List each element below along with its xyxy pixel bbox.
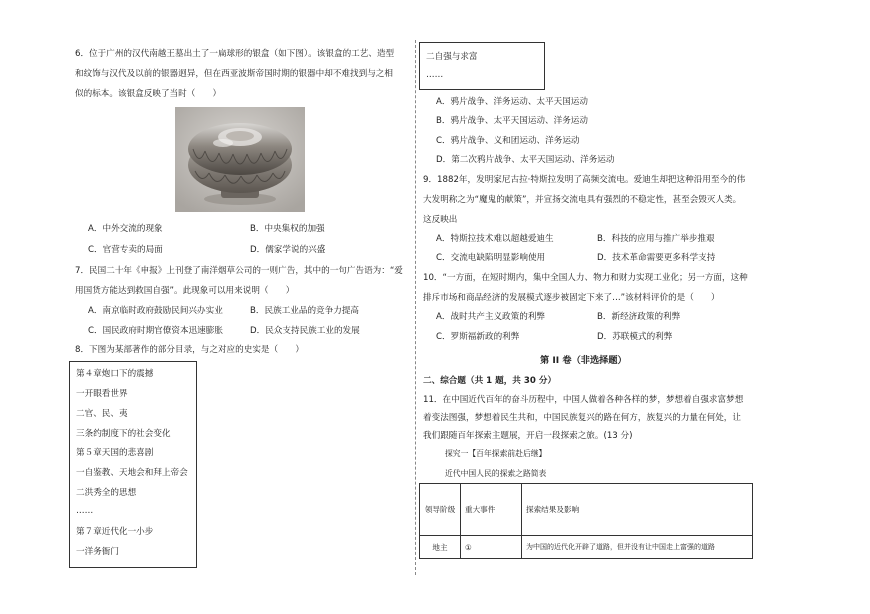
column-divider bbox=[415, 40, 416, 575]
q10-option-d: D．苏联模式的利弊 bbox=[597, 332, 673, 342]
q9-line-1: 9．1882年，发明家尼古拉·特斯拉发明了高频交流电。爱迪生却把这种沿用至今的伟 bbox=[423, 175, 746, 185]
q7-option-c: C．国民政府时期官僚资本迅速膨胀 bbox=[88, 326, 223, 336]
q6-option-d: D．儒家学说的兴盛 bbox=[250, 245, 326, 255]
table-header-row bbox=[420, 484, 753, 536]
q6-option-b: B．中央集权的加强 bbox=[250, 224, 325, 234]
q9-line-3: 这反映出 bbox=[423, 215, 458, 225]
toc-item: 三条约制度下的社会变化 bbox=[76, 429, 171, 439]
q11-line-3: 我们跟随百年探索主题展，开启一段探索之旅。(13 分) bbox=[423, 431, 633, 441]
q8-line-1: 8．下图为某部著作的部分目录，与之对应的史实是（ ） bbox=[75, 345, 304, 355]
q7-line-2: 用国货方能达到救国自强”。此现象可以用来说明（ ） bbox=[75, 286, 295, 296]
header-result: 探索结果及影响 bbox=[522, 484, 753, 536]
toc-item: 一开眼看世界 bbox=[76, 389, 128, 399]
q6-line-3: 似的标本。该银盒反映了当时（ ） bbox=[75, 89, 222, 99]
toc-item: 一自鉴教、天地会和拜上帝会 bbox=[76, 468, 188, 478]
toc-item: 一洋务衙门 bbox=[76, 547, 119, 557]
silver-box-illustration bbox=[175, 107, 305, 212]
section-2-title: 二、综合题（共 1 题，共 30 分） bbox=[423, 376, 557, 386]
q9-option-d: D．技术革命需要更多科学支持 bbox=[597, 253, 716, 263]
q9-option-c: C．交流电缺陷明显影响使用 bbox=[436, 253, 546, 263]
q10-option-a: A．战时共产主义政策的利弊 bbox=[436, 312, 546, 322]
toc-item: 第４章炮口下的震撼 bbox=[76, 369, 154, 379]
q9-line-2: 大发明称之为“魔鬼的献策”，并宣扬交流电具有强烈的不稳定性，甚至会毁灭人类。 bbox=[423, 195, 742, 205]
part-2-title: 第 II 卷（非选择题） bbox=[540, 355, 627, 366]
q8-table-of-contents bbox=[69, 361, 197, 568]
q6-line-2: 和纹饰与汉代及以前的银器迥异，但在西亚波斯帝国时期的银器中却不难找到与之相 bbox=[75, 69, 393, 79]
q10-line-2: 排斥市场和商品经济的发展模式逐步被固定下来了…”该材料评价的是（ ） bbox=[423, 293, 720, 303]
table-row bbox=[420, 536, 753, 559]
q8-option-d: D．第二次鸦片战争、太平天国运动、洋务运动 bbox=[436, 155, 615, 165]
q11-line-2: 着变法图强，梦想着民生共和，中国民族复兴的路在何方，族复兴的力量在何处，让 bbox=[423, 413, 741, 423]
q6-line-1: 6．位于广州的汉代南越王墓出土了一扁球形的银盒（如下图）。该银盒的工艺、造型 bbox=[75, 49, 395, 59]
table-caption: 近代中国人民的探索之路简表 bbox=[445, 469, 547, 478]
q8-option-b: B．鸦片战争、太平天国运动、洋务运动 bbox=[436, 116, 588, 126]
q6-option-c: C．官营专卖的局面 bbox=[88, 245, 163, 255]
q8-toc-continued bbox=[419, 42, 545, 90]
q10-option-b: B．新经济政策的利弊 bbox=[597, 312, 681, 322]
cell-event: ① bbox=[461, 536, 522, 559]
q6-option-a: A．中外交流的现象 bbox=[88, 224, 163, 234]
exploration-table bbox=[419, 483, 753, 559]
q7-line-1: 7．民国二十年《申报》上刊登了南洋烟草公司的一则广告，其中的一句广告语为：“爱 bbox=[75, 266, 403, 276]
explore-one-title: 探究一【百年探索前赴后继】 bbox=[445, 449, 547, 458]
header-major-event: 重大事件 bbox=[461, 484, 522, 536]
q7-option-d: D．民众支持民族工业的发展 bbox=[250, 326, 360, 336]
cell-result: 为中国的近代化开辟了道路，但并没有让中国走上富强的道路 bbox=[522, 536, 753, 559]
q9-option-a: A．特斯拉技术难以超越爱迪生 bbox=[436, 234, 554, 244]
toc-item: 二自强与求富 bbox=[426, 52, 478, 62]
q9-option-b: B．科技的应用与推广举步推艰 bbox=[597, 234, 715, 244]
header-leading-class: 领导阶级 bbox=[420, 484, 461, 536]
q7-option-a: A．南京临时政府鼓励民间兴办实业 bbox=[88, 306, 223, 316]
q10-option-c: C．罗斯福新政的利弊 bbox=[436, 332, 520, 342]
toc-item: 二洪秀全的思想 bbox=[76, 488, 137, 498]
q8-option-c: C．鸦片战争、义和团运动、洋务运动 bbox=[436, 136, 580, 146]
toc-item: …… bbox=[426, 70, 444, 80]
toc-item: 二官、民、夷 bbox=[76, 409, 128, 419]
q11-line-1: 11．在中国近代百年的奋斗历程中，中国人做着各种各样的梦，梦想着自强求富梦想 bbox=[423, 395, 744, 405]
cell-class: 地主 bbox=[420, 536, 461, 559]
toc-item: 第７章近代化一小步 bbox=[76, 527, 154, 537]
q8-option-a: A．鸦片战争、洋务运动、太平天国运动 bbox=[436, 97, 588, 107]
toc-item: 第５章天国的悲喜剧 bbox=[76, 448, 154, 458]
q7-option-b: B．民族工业品的竞争力提高 bbox=[250, 306, 360, 316]
toc-item: …… bbox=[76, 506, 94, 516]
q10-line-1: 10．“一方面，在短时期内，集中全国人力、物力和财力实现工业化；另一方面，这种 bbox=[423, 273, 748, 283]
silver-box-photo bbox=[175, 107, 305, 212]
